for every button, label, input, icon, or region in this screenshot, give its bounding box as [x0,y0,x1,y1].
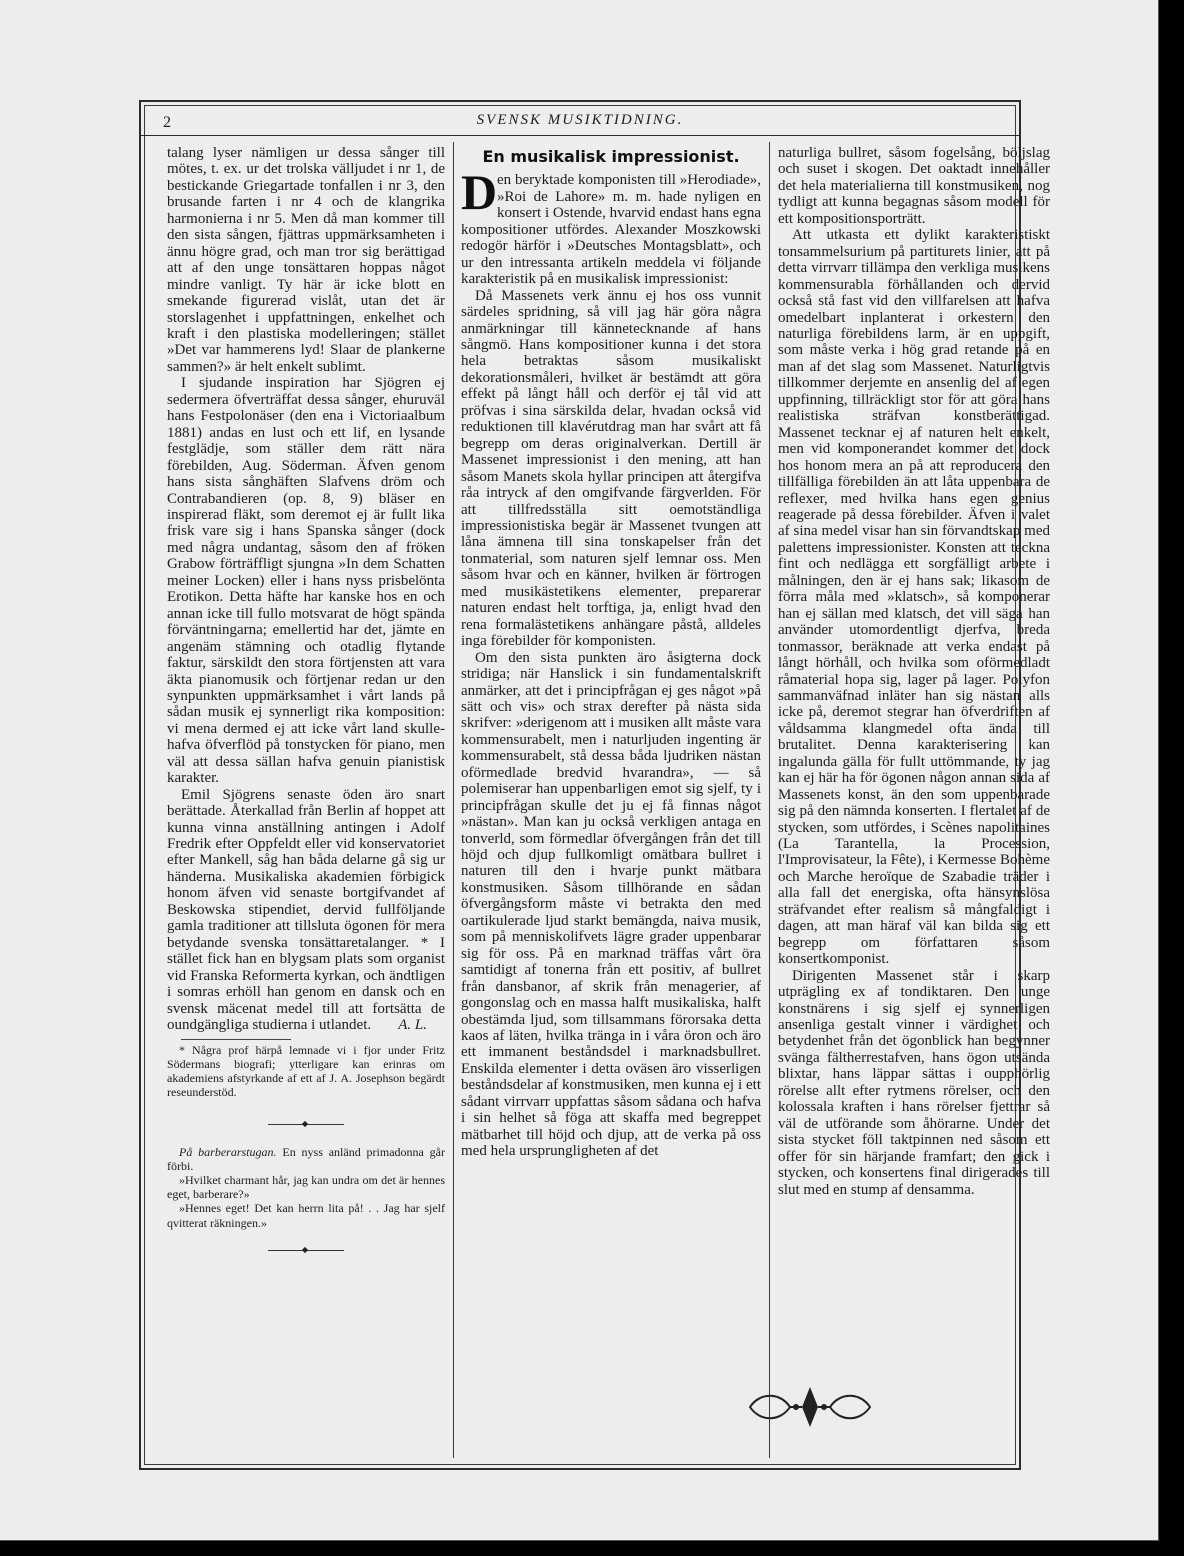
drop-cap: D [461,164,498,221]
ornament-vignette [740,1382,880,1432]
col3-paragraph-2: Att utkasta ett dylikt karakteristiskt tonsammelsurium på partiturets linier, att på detta virrvarr tillämpa den verkliga musikens kommensurabla förhållanden och dervid också stå fast vid den villfarelsen att hafva omedelbart inplanterat i orkestern den naturliga förebildens larm, är en uppgift, som måste verka i hög grad retande på en man af det slag som Massenet. Naturligtvis tillkommer derjemte en ansenlig del af egen uppfinning, tillräckligt stor för att göra hans realistiska sträfvan konstberättigad. Massenet tecknar ej af naturen helt enkelt, men vid komponerandet kommer det dock hos honom mera an på att reproducera den tillfälliga förebilden än att låta uppenbara de reflexer, med hvilka hans egen genius reagerade på dessa förebilder. Äfven i valet af sina medel visar han sin förvandtskap med palettens impressionister. Konsten att teckna fint och nedlägga ett sorgfälligt arbete i målningen, den är ej hans sak; likasom de förra måla med »klatsch», så komponerar han ej sällan med klatsch, det vill säga han använder utomordentligt djerfva, breda tonmassor, beräknade att verka endast på långt hörhåll, och hvilka som oförmedladt råmaterial hopa sig, lager på lager. Polyfon sammanväfnad inläter han sig nästan alls icke på, deremot stegrar han öfverdriften af våldsamma klangmedel ofta ända till brutalitet. Denna karakterisering kan ingalunda gälla för fullt uttömmande, ty jag kan ej här ha för ögonen någon annan sida af Massenets konst, än den som uppenbarade sig på den nämnda konserten. I flertalet af de stycken, som utfördes, i Scènes napolitaines (La Tarantella, la Procession, l'Improvisateur, la Fête), i Kermesse Bohème och Marche heroïque de Szabadie träder i alla fall det energiska, ofta hänsynslösa sträfvandet efter realism så mångfaldigt i dagen, att man häraf väl kan bilda sig ett begrepp om författaren såsom konsertkomponist. [778,227,1050,968]
col2-paragraph-1-text: en beryktade komponisten till »Herodiade», »Roi de Lahore» m. m. hade nyligen en konsert i Ostende, hvarvid endast hans egna kompositioner utfördes. Alexander Moszkowski redogör härför i »Deutsches Montagsblatt», och ur den intressanta artikeln meddela vi följande karakteristik på en musikalisk impressionist: [461,172,761,288]
col2-paragraph-3: Om den sista punkten äro åsigterna dock stridiga; när Hanslick i sin fundamentalskrift anmärker, att det i principfrågan ej ges något »på sätt och vis» och strax derefter på nästa sida skrifver: »derigenom att i musiken allt måste vara kommensurabelt, men i naturljuden ingenting är kommensurabelt, stå dessa båda ljudriken nästan oförmedlade bredvid hvarandra», — så polemiserar han uppenbarligen emot sig sjelf, ty i principfrågan skulle det ju ej få finnas något »nästan». Man kan ju också verkligen antaga en tonverld, som förmedlar öfvergången från det till höjd och djup fullkomligt omätbara bullret i naturen till den i hvarje punkt mätbara konstmusiken. Såsom tillhörande en sådan öfvergångsform måste vi betrakta den med oartikulerade ljud starkt bemängda, naiva musik, som på menniskolifvets lägre grader uppenbarar sig för oss. På en marknad träffas vårt öra samtidigt af tonerna från ett positiv, af bullret från dansbanor, af skrik från menagerier, af gongonslag och en massa halft musikaliska, halft obestämda ljud, som tillsammans förorsaka detta kaos af läten, hvilka tränga in i våra öron och äro ett immanent beståndsdel i marknadsbullret. Enskilda elementer i detta oväsen äro visserligen beståndsdelar af konstmusiken, men kunna ej i ett sådant virrvarr uppfattas såsom sådana och hafva i sin helhet så föga att skaffa med begreppet mätbarhet till höjd och djup, att de verka på oss med hela ursprungligheten af det [461,649,761,1160]
column-3 [778,145,1050,1198]
col1-paragraph-1: talang lyser nämligen ur dessa sånger till mötes, t. ex. ur det trolska välljudet i nr 1, de bestickande Griegartade tonfallen i nr 3, den brusande farten i nr 4 och de klangrika harmonierna i nr 5. Men då man kommer till den sista sången, fjättras uppmärksamheten i ännu högre grad, och man tror sig berättigad att af den unge tonsättaren hoppas något mindre vanligt. Ty här är icke blott en smekande figurerad vislåt, utan det är storslagenhet i uppfattningen, enkelhet och kraft i den plastiska modelleringen; stället »Det var hammerens lyd! Slaar de plankerne sammen?» är helt enkelt sublimt. [167,145,445,375]
anecdote-title: På barberarstugan. [179,1144,277,1159]
separator-2-diamond [302,1247,308,1253]
footnote: * Några prof härpå lemnade vi i fjor under Fritz Södermans biografi; ytterligare kan erinras om akademiens afstyrkande af ett af J. A. Josephson begärdt reseunderstöd. [167,1043,445,1099]
col3-paragraph-1: naturliga bullret, såsom fogelsång, böljslag och suset i skogen. Det oaktadt innehåller det hela materialierna till konstmusiken, nog tydligt att kunna begagnas såsom modell för ett kompositionsporträtt. [778,145,1050,227]
page-number: 2 [163,114,171,131]
header-rule [141,135,1019,136]
col1-paragraph-3 [167,787,445,1034]
anecdote [167,1145,445,1230]
col3-paragraph-3: Dirigenten Massenet står i skarp utprägling ex af tondiktaren. Den unge konstnärens i sig sjelf ej synnerligen ansenliga gestalt vinner i värdighet och betydenhet från det ögonblick han begynner svänga fältherrestafven, hans ögon utsända blixtar, hans läppar sättas i oupphörlig rörelse allt efter rytmens rörelser, och den kolossala kraften i hans rörelser fjettrar så väl de utförande som åhörarne. Under det sista stycket föll taktpinnen ned såsom ett offer för sin härjande framfart; den gick i stycken, och konsertens final dirigerades till slut med en stump af densamma. [778,967,1050,1198]
column-rule-1 [453,142,454,1458]
running-title: SVENSK MUSIKTIDNING. [476,112,684,128]
footnote-rule [181,1039,291,1040]
signature: A. L. [398,1017,427,1034]
col1-paragraph-2: I sjudande inspiration har Sjögren ej sedermera öfverträffat dessa sånger, ehuruväl hans Festpolonäser (den ena i Victoriaalbum 1881) andas en lust och ett lif, en lysande festglädje, som ställer dem rätt nära förebilden, Aug. Söderman. Äfven genom hans sista sånghäften Slafvens dröm och Contrabandieren (op. 8, 9) bläser en inspirerad fläkt, som deremot ej är fullt lika frisk vare sig i hans Spanska sånger (dock med några undantag, såsom den af fröken Grabow förträffligt sjungna »In dem Schatten meiner Locken) eller i hans nyss prisbelönta Erotikon. Detta häfte har kanske hos en och annan icke till fullo motsvarat de högt spända förväntningarna; emellertid har det, jämte en angenäm stämning och otadlig flytande faktur, särskildt den stora förtjensten att vara äkta pianomusik och förtjenar redan ur den synpunkten uppmärksamhet i vårt lands på sådan musik ej synnerligt rika komposition: vi mena dermed ej att icke vårt land skulle-hafva öfverflöd på tonstycken för piano, men väl att dessa sällan hafva genuin pianistisk karakter. [167,375,445,787]
column-rule-2 [769,142,770,1458]
article-headline: En musikalisk impressionist. [482,147,740,166]
anecdote-intro-line [167,1145,445,1173]
anecdote-intro: En nyss anländ primadonna går förbi. [167,1144,446,1173]
col1-paragraph-3-text: Emil Sjögrens senaste öden äro snart berättade. Återkallad från Berlin af hoppet att kunna vinna anställning antingen i Adolf Fredrik efter Oppfeldt eller vid konservatoriet efter Mankell, såg han båda delarne gå sig ur händerna. Musikaliska akademien förbigick honom äfven vid senaste bortgifvandet af Beskowska stipendiet, dervid fullföljande gamla traditioner att tillsluta ögonen för mera betydande svenska tonsättaretalanger. * I stället fick han en blygsam plats som organist vid Franska Reformerta kyrkan, och ändtligen i somras erhöll han genom en dansk och en svensk mäcenat medel till att fortsätta de oundgängliga studierna i utlandet. [167,786,445,1034]
col2-paragraph-1 [461,164,761,288]
column-1 [167,145,445,1263]
anecdote-line-1: »Hvilket charmant hår, jag kan undra om det är hennes eget, barberare?» [167,1173,445,1202]
separator-1-diamond [302,1121,308,1127]
separator-1 [268,1124,344,1125]
column-2 [461,145,761,1160]
page-frame [139,100,1050,1470]
anecdote-line-2: »Hennes eget! Det kan herrn lita på! . . Jag har sjelf qvitterat räkningen.» [167,1201,445,1230]
col2-paragraph-2: Då Massenets verk ännu ej hos oss vunnit särdeles spridning, så vill jag här göra några anmärkningar till kännetecknande af hans sångmö. Hans kompositioner kunna i det stora hela betraktas såsom musikaliskt dekorationsmåleri, hvilket är bestämdt att göra effekt på långt håll och derför ej tål vid att pröfvas i sina särskilda delar, hvadan också vid reduktionen till klavérutdrag man har svårt att få begrepp om deras originalverkan. Dertill är Massenet impressionist i den mening, att han såsom Manets skola hyllar principen att återgifva råa intryck af den omgifvande färgverlden. För att tillfredsställa sitt oemotständliga impressionistiska begär är Massenet tvungen att låna ämnena till sina tonskapelser från det tonmaterial, som naturen sjelf lemnar oss. Men såsom hvar och en känner, hvilken är förtrogen med musikästetikens elementer, preparerar naturen endast helt torftiga, ja, enligt hvad den rena formalästetikens anhängare påstå, alldeles inga förebilder för komponisten. [461,287,761,650]
separator-2 [268,1250,344,1251]
